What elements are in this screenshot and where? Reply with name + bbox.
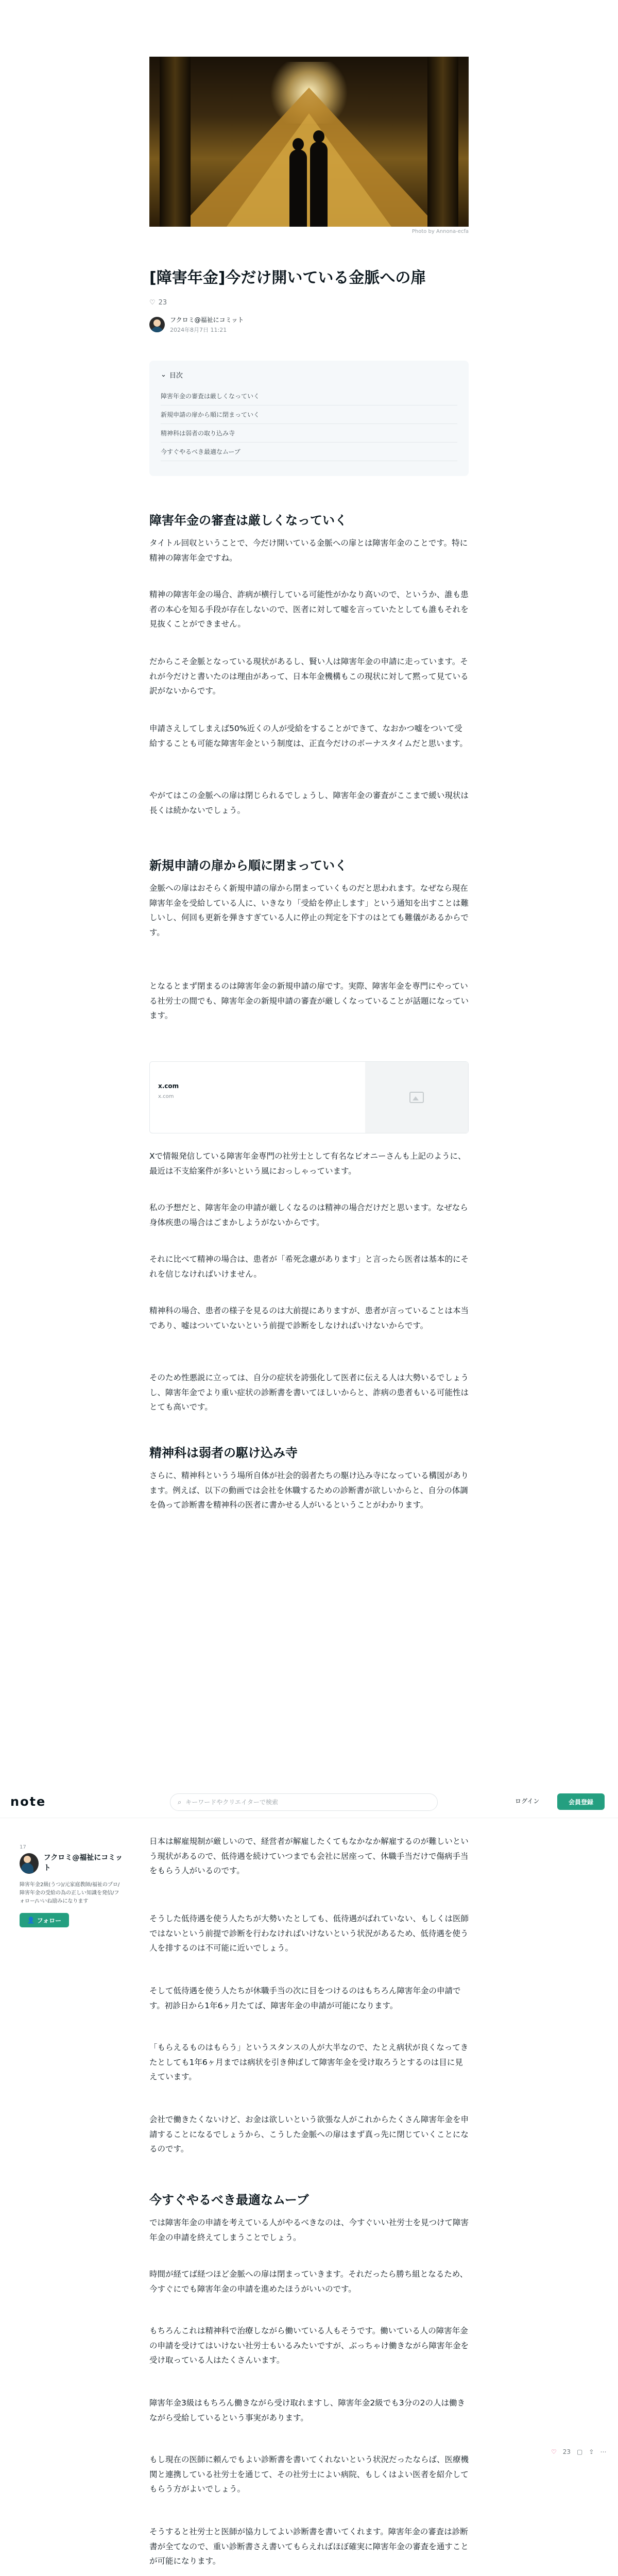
embed-url: x.com [158,1094,174,1099]
paragraph: やがてはこの金脈への扉は閉じられるでしょうし、障害年金の審査がここまで緩い現状は長くは続かないでしょう。 [149,791,469,815]
toc-heading: 目次 [169,372,183,380]
search-box[interactable] [170,1793,438,1811]
photo-credit: Photo by Annona-ecfa [411,229,469,234]
comment-icon[interactable]: ▢ [577,2448,583,2455]
toc-item[interactable]: 今すぐやるべき最適なムーブ [161,443,457,461]
search-input[interactable] [185,1799,430,1806]
avatar[interactable] [149,317,165,332]
section-heading: 精神科は弱者の駆け込み寺 [149,1446,298,1460]
section-heading: 障害年金の審査は厳しくなっていく [149,513,347,528]
image-placeholder-icon [409,1092,424,1103]
author-name[interactable]: フクロミ@福祉にコミット [170,316,244,324]
paragraph: さらに、精神科というう場所自体が社会的弱者たちの駆け込み寺になっている構図があります。例えば、以下の動画では会社を休職するための診断書が欲しいからと、自分の体調を偽って診断書を精神科の医者に書かせる人がいるということがわかります。 [149,1471,469,1510]
paragraph: 申請さえしてしまえば50%近くの人が受給をすることができて、なおかつ嘘をついて受給することも可能な障害年金という制度は、正直今だけのボーナスタイムだと思います。 [149,724,468,748]
paragraph: そのため性悪説に立っては、自分の症状を誇張化して医者に伝える人は大勢いるでしょうし、障害年金でより重い症状の診断書を書いてほしいからと、詐病の患者もいる可能性はとても高いです。 [149,1373,469,1412]
follow-button[interactable] [20,1913,69,1927]
article-title: [障害年金]今だけ開いている金脈への扉 [149,269,426,287]
login-link[interactable]: ログイン [515,1798,540,1805]
paragraph: となるとまず閉まるのは障害年金の新規申請の扉です。実際、障害年金を専門にやっている社労士の間でも、障害年金の新規申請の審査が厳しくなっていることが話題になっています。 [149,981,469,1021]
chevron-down-icon[interactable]: ⌄ [161,371,166,379]
heart-icon[interactable]: ♡ [149,299,156,307]
share-icon[interactable]: ⇪ [589,2448,594,2455]
paragraph: 時間が経てば経つほど金脈への扉は閉まっていきます。それだったら勝ち組となるため、今すぐにでも障害年金の申請を進めたほうがいいのです。 [149,2269,468,2294]
embed-card[interactable] [149,1061,469,1133]
paragraph: 日本は解雇規制が厳しいので、経営者が解雇したくてもなかなか解雇するのが難しいという現状があるので、低待遇を続けていつまでも会社に居座って、休職手当だけで傷病手当をもらう人がいるのです。 [149,1837,469,1876]
search-icon: ⌕ [178,1798,182,1806]
page-break [0,1571,618,1788]
paragraph: では障害年金の申請を考えている人がやるべきなのは、今すぐいい社労士を見つけて障害年金の申請を終えてしまうことでしょう。 [149,2218,469,2242]
toc-item[interactable]: 新規申請の扉から順に閉まっていく [161,405,457,424]
paragraph: そして低待遇を使う人たちが休職手当の次に目をつけるのはもちろん障害年金の申請です。初診日から1年6ヶ月たてば、障害年金の申請が可能になります。 [149,1986,461,2010]
section-heading: 新規申請の扉から順に閉まっていく [149,858,347,873]
paragraph: だからこそ金脈となっている現状があるし、賢い人は障害年金の申請に走っています。それが今だけと書いたのは理由があって、日本年金機構もこの現状に対して黙って見ている訳がないからです。 [149,657,469,696]
note-logo[interactable]: note [10,1794,46,1809]
paragraph: 金脈への扉はおそらく新規申請の扉から閉まっていくものだと思われます。なぜなら現在障害年金を受給している人に、いきなり「受給を停止します」という通知を出すことは難しいし、何回も更新を弾きすぎている人に停止の判定を下すのはとても難儀があるからです。 [149,884,469,938]
paragraph: もし現在の医師に頼んでもよい診断書を書いてくれないという状況だったならば、医療機関と連携している社労士を通じて、その社労士によい病院、もしくはよい医者を紹介してもらう方がよいでしょう。 [149,2455,469,2494]
top-navbar [0,1785,618,1818]
like-row [149,299,167,307]
paragraph: 私の予想だと、障害年金の申請が厳しくなるのは精神の場合だけだと思います。なぜなら身体疾患の場合はごまかしようがないからです。 [149,1203,468,1227]
paragraph: それに比べて精神の場合は、患者が「希死念慮があります」と言ったら医者は基本的にそれを信じなければいけません。 [149,1255,469,1279]
paragraph: 精神の障害年金の場合、詐病が横行している可能性がかなり高いので、というか、誰も患者の本心を知る手段が存在しないので、医者に対して嘘を言っていたとしても誰もそれを見抜くことができません。 [149,590,469,629]
toc-item[interactable]: 精神科は弱者の取り込み寺 [161,424,457,443]
paragraph: そうした低待遇を使う人たちが大勢いたとしても、低待遇がばれていない、もしくは医師ではないという前提で診断を行わなければいけないという状況があるため、低待遇を使う人を排するのは不可能に近いでしょう。 [149,1914,469,1953]
toc-item[interactable]: 障害年金の審査は厳しくなっていく [161,387,457,405]
paragraph: 障害年金3級はもちろん働きながら受け取れますし、障害年金2級でも3分の2の人は働きながら受給しているという事実があります。 [149,2398,465,2422]
like-count: 23 [562,2448,571,2455]
author-sidebar [20,1844,123,1927]
embed-site: x.com [158,1082,179,1090]
avatar[interactable] [20,1853,39,1874]
more-icon[interactable]: ⋯ [600,2448,607,2455]
author-row[interactable] [149,315,244,334]
paragraph: Xで情報発信している障害年金専門の社労士として有名なビオニーさんも上記のように、最近は不支給案件が多いという風におっしゃっています。 [149,1151,466,1176]
heart-icon[interactable]: ♡ [551,2448,557,2455]
paragraph: そうすると社労士と医師が協力してよい診断書を書いてくれます。障害年金の審査は診断書が全てなので、重い診断書さえ書いてもらえればほぼ確実に障害年金の審査を通すことが可能になります。 [149,2527,469,2566]
sidebar-author-name[interactable]: フクロミ@福祉にコミット [43,1854,123,1872]
hero-image [149,57,469,227]
paragraph: 会社で働きたくないけど、お金は欲しいという欲張な人がこれからたくさん障害年金を申請することになるでしょうから、こうした金脈への扉はまず真っ先に閉じていくことになるのです。 [149,2115,469,2154]
signup-button[interactable]: 会員登録 [557,1793,605,1810]
paragraph: もちろんこれは精神科で治療しながら働いている人もそうです。働いている人の障害年金の申請を受けてはいけない社労士もいるみたいですが、ぶっちゃけ働きながら障害年金を受け取っている人はたくさんいます。 [149,2326,469,2365]
article-actions [551,2448,606,2455]
author-description: 障害年金2級(うつ)/元家庭教師/福祉のプロ/障害年金の受給の為の正しい知識を発信/フォロー/いいね励みになります [20,1882,120,1904]
section-heading: 今すぐやるべき最適なムーブ [149,2193,309,2207]
user-plus-icon: 👤 [27,1917,35,1924]
follow-label: フォロー [37,1917,62,1924]
post-date: 2024年8月7日 11:21 [170,327,227,333]
follower-count: 17 [20,1844,26,1850]
table-of-contents [149,361,469,476]
like-count: 23 [158,299,167,307]
paragraph: 精神科の場合、患者の様子を見るのは大前提にありますが、患者が言っていることは本当であり、嘘はついていないという前提で診断をしなければいけないからです。 [149,1306,469,1330]
paragraph: タイトル回収ということで、今だけ開いている金脈への扉とは障害年金のことです。特に精神の障害年金ですね。 [149,538,468,563]
paragraph: 「もらえるものはもらう」というスタンスの人が大半なので、たとえ病状が良くなってきたとしても1年6ヶ月までは病状を引き伸ばして障害年金を受け取ろうとするのは目に見えています。 [149,2043,469,2082]
